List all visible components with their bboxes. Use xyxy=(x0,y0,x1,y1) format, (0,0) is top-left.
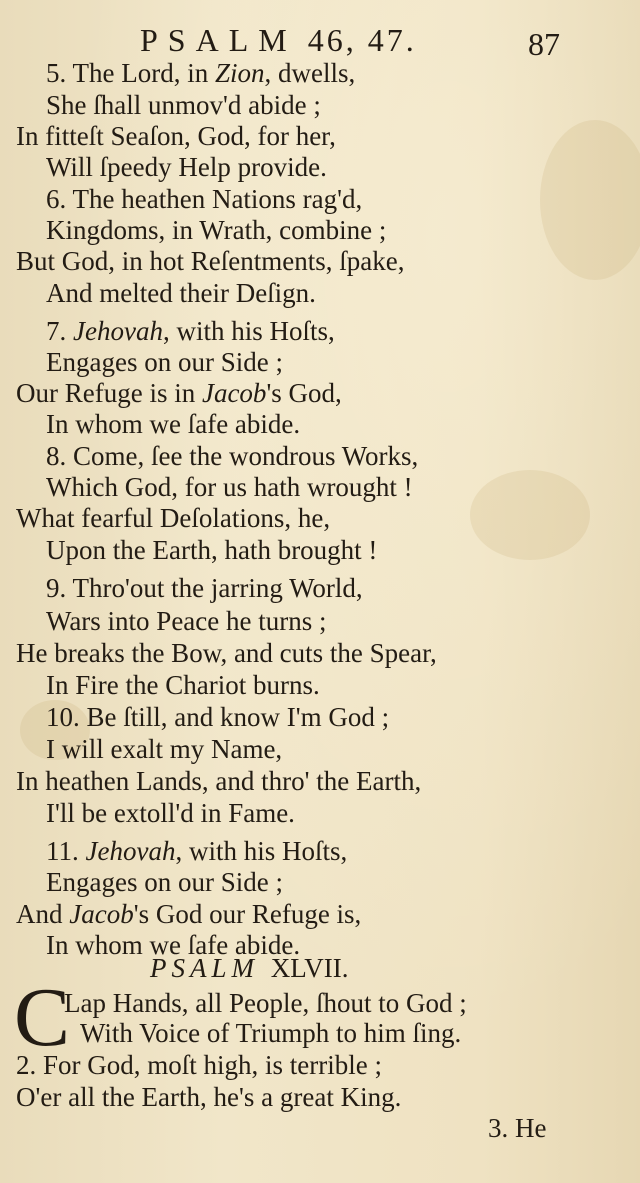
catchword: 3. He xyxy=(488,1113,547,1143)
verse-line: 11. Jehovah, with his Hoſts, xyxy=(46,836,348,866)
psalm-47-title-number: XLVII. xyxy=(270,953,349,983)
verse-line: I'll be extoll'd in Fame. xyxy=(46,798,295,828)
verse-line: Lap Hands, all People, ſhout to God ; xyxy=(64,988,467,1018)
verse-line: 5. The Lord, in Zion, dwells, xyxy=(46,58,356,88)
verse-line: He breaks the Bow, and cuts the Spear, xyxy=(16,638,437,668)
paper-stain xyxy=(540,120,640,280)
verse-line: But God, in hot Reſentments, ſpake, xyxy=(16,246,405,276)
verse-line: In whom we ſafe abide. xyxy=(46,930,301,960)
verse-line: She ſhall unmov'd abide ; xyxy=(46,90,321,120)
verse-line: Engages on our Side ; xyxy=(46,867,283,897)
running-header xyxy=(140,22,417,59)
psalm-47-title xyxy=(150,953,349,984)
verse-line: 6. The heathen Nations rag'd, xyxy=(46,184,363,214)
paper-stain xyxy=(470,470,590,560)
page-number: 87 xyxy=(528,26,560,62)
verse-line: 2. For God, moſt high, is terrible ; xyxy=(16,1050,382,1080)
verse-line: Our Refuge is in Jacob's God, xyxy=(16,378,342,408)
verse-line: Upon the Earth, hath brought ! xyxy=(46,535,378,565)
verse-line: In whom we ſafe abide. xyxy=(46,409,301,439)
header-psalm-word: PSALM xyxy=(140,22,297,58)
verse-line: 9. Thro'out the jarring World, xyxy=(46,573,363,603)
verse-line: Kingdoms, in Wrath, combine ; xyxy=(46,215,387,245)
verse-line: In fitteſt Seaſon, God, for her, xyxy=(16,121,336,151)
verse-line: Engages on our Side ; xyxy=(46,347,283,377)
verse-line: Wars into Peace he turns ; xyxy=(46,606,327,636)
verse-line: 8. Come, ſee the wondrous Works, xyxy=(46,441,419,471)
verse-line: With Voice of Triumph to him ſing. xyxy=(80,1018,462,1048)
psalm-47-title-word: PSALM xyxy=(150,953,259,983)
drop-cap: C xyxy=(14,971,71,1064)
verse-line: O'er all the Earth, he's a great King. xyxy=(16,1082,402,1112)
verse-line: What fearful Deſolations, he, xyxy=(16,503,331,533)
verse-line: Which God, for us hath wrought ! xyxy=(46,472,413,502)
verse-line: 7. Jehovah, with his Hoſts, xyxy=(46,316,335,346)
header-psalm-numbers: 46, 47. xyxy=(307,22,417,58)
verse-line: And melted their Deſign. xyxy=(46,278,316,308)
verse-line: I will exalt my Name, xyxy=(46,734,283,764)
verse-line: In heathen Lands, and thro' the Earth, xyxy=(16,766,422,796)
verse-line: 10. Be ſtill, and know I'm God ; xyxy=(46,702,390,732)
verse-line: In Fire the Chariot burns. xyxy=(46,670,320,700)
verse-line: And Jacob's God our Refuge is, xyxy=(16,899,362,929)
verse-line: Will ſpeedy Help provide. xyxy=(46,152,327,182)
